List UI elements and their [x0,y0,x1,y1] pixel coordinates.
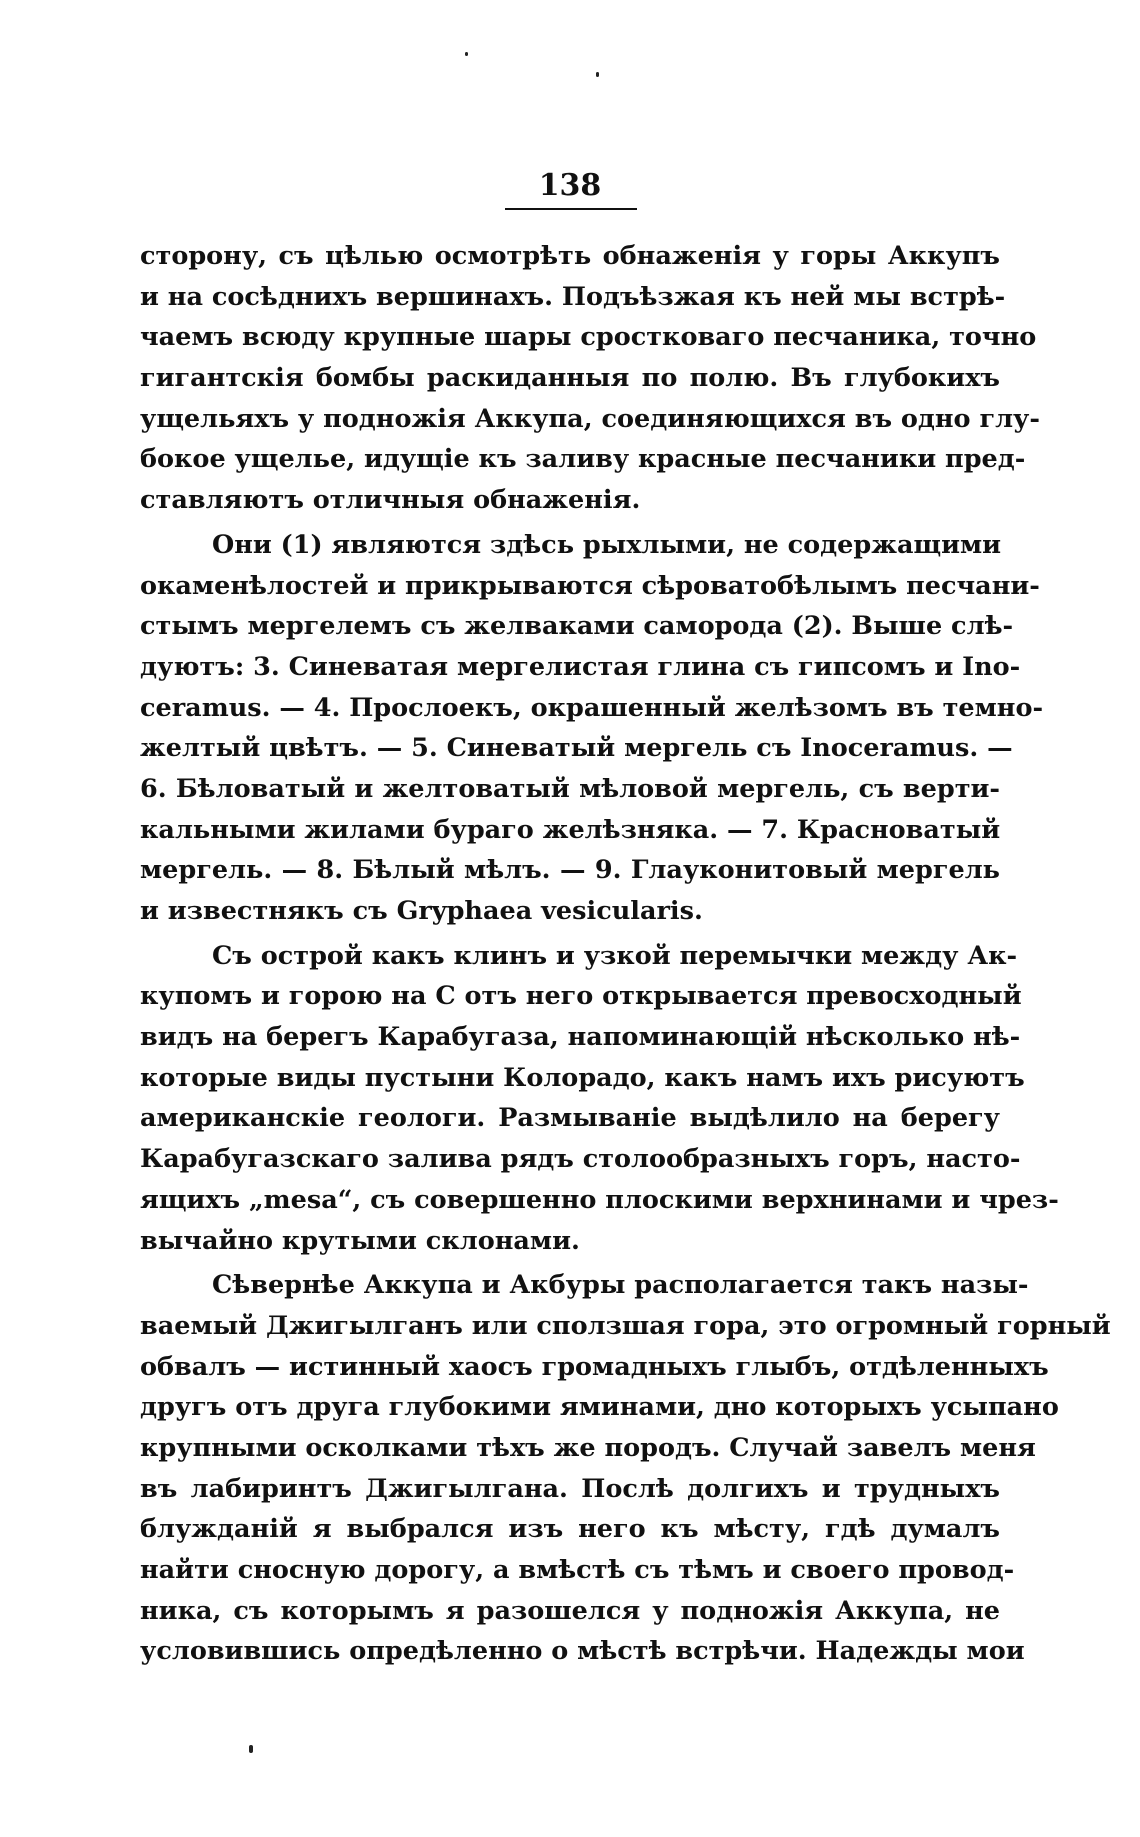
text-line: Съ острой какъ клинъ и узкой перемычки между Ак- [212,940,1018,971]
text-line: Они (1) являются здѣсь рыхлыми, не содержащими [212,529,1002,560]
text-line: купомъ и горою на С отъ него открывается превосходный [140,981,1022,1012]
text-line: чаемъ всюду крупные шары сростковаго песчаника, точно [140,322,1037,353]
text-line: стымъ мергелемъ съ желваками саморода (2). Выше слѣ- [140,611,1014,642]
text-line: ставляютъ отличныя обнаженія. [140,485,641,516]
text-line: которые виды пустыни Колорадо, какъ намъ ихъ рисуютъ [140,1062,1025,1093]
text-line: желтый цвѣтъ. — 5. Синеватый мергель съ Inoceramus. — [140,733,1013,764]
text-line: Карабугазскаго залива рядъ столообразныхъ горъ, насто- [140,1144,1021,1175]
paragraph [140,1265,1111,1672]
text-line: гигантскія бомбы раскиданныя по полю. Въ глубокихъ [140,363,1000,394]
text-line: крупными осколками тѣхъ же породъ. Случай завелъ меня [140,1432,1036,1463]
text-line: вычайно крутыми склонами. [140,1225,580,1256]
text-line: дуютъ: 3. Синеватая мергелистая глина съ гипсомъ и Ino- [140,651,1021,682]
text-line: ваемый Джигылганъ или сползшая гора, это огромный горный [140,1310,1111,1341]
print-speck [465,52,468,56]
text-line: американскіе геологи. Размываніе выдѣлило на берегу [140,1103,1000,1134]
paragraph [140,936,1059,1262]
text-line: окаменѣлостей и прикрываются сѣроватобѣлымъ песчани- [140,570,1040,601]
text-line: ceramus. — 4. Прослоекъ, окрашенный желѣзомъ въ темно- [140,692,1044,723]
page-number: 138 [538,168,602,203]
text-line: ника, съ которымъ я разошелся у подножія Аккупа, не [140,1595,1000,1626]
text-line: 6. Бѣловатый и желтоватый мѣловой мергель, съ верти- [140,773,1000,804]
paragraph [140,525,1044,932]
body-text [140,236,1111,1676]
text-line: и известнякъ съ Gryphaea vesicularis. [140,896,703,926]
header-rule [505,208,637,210]
text-line: мергель. — 8. Бѣлый мѣлъ. — 9. Глауконитовый мергель [140,855,1000,886]
text-line: найти сносную дорогу, а вмѣстѣ съ тѣмъ и своего провод- [140,1555,1015,1585]
text-line: блужданій я выбрался изъ него къ мѣсту, гдѣ думалъ [140,1514,1000,1545]
text-line: Сѣвернѣе Аккупа и Акбуры располагается такъ назы- [212,1270,1029,1301]
text-line: бокое ущелье, идущіе къ заливу красные песчаники пред- [140,444,1026,475]
text-line: ящихъ „mesa“, съ совершенно плоскими верхнинами и чрез- [140,1184,1059,1215]
print-speck [596,72,599,77]
text-line: другъ отъ друга глубокими яминами, дно которыхъ усыпано [140,1392,1059,1423]
text-line: условившись опредѣленно о мѣстѣ встрѣчи. Надежды мои [140,1636,1025,1667]
text-line: сторону, съ цѣлью осмотрѣть обнаженія у горы Аккупъ [140,241,1000,271]
text-line: видъ на берегъ Карабугаза, напоминающій нѣсколько нѣ- [140,1022,1021,1053]
text-line: кальными жилами бураго желѣзняка. — 7. Красноватый [140,814,1001,845]
text-line: обвалъ — истинный хаосъ громадныхъ глыбъ, отдѣленныхъ [140,1351,1049,1382]
paragraph [140,236,1040,521]
text-line: и на сосѣднихъ вершинахъ. Подъѣзжая къ ней мы встрѣ- [140,281,1006,312]
text-line: ущельяхъ у подножія Аккупа, соединяющихся въ одно глу- [140,403,1040,434]
text-line: въ лабиринтъ Джигылгана. Послѣ долгихъ и трудныхъ [140,1473,1000,1504]
print-speck [249,1745,253,1753]
